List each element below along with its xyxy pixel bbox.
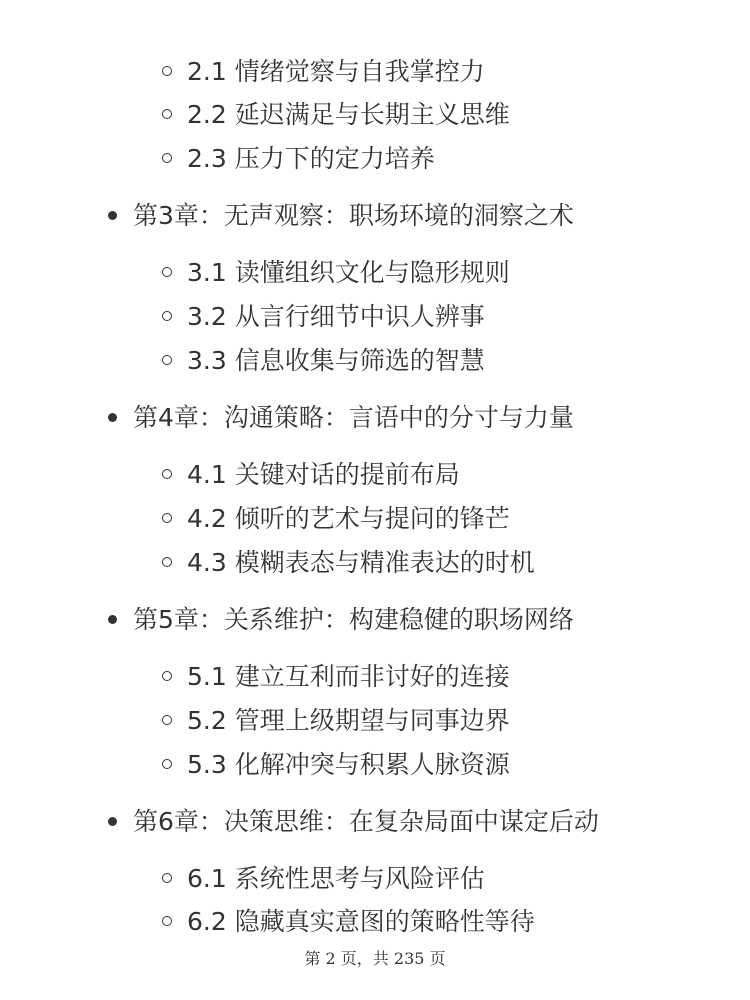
toc-section-item (162, 503, 510, 535)
toc-section-label: 4.2 倾听的艺术与提问的锋芒 (187, 504, 510, 533)
hollow-bullet-icon (162, 355, 172, 365)
hollow-bullet-icon (162, 66, 172, 76)
filled-bullet-icon (108, 817, 117, 826)
hollow-bullet-icon (162, 715, 172, 725)
toc-section-item (162, 459, 460, 491)
toc-section-item (162, 661, 510, 693)
toc-section-item (162, 547, 535, 579)
toc-section-label: 6.1 系统性思考与风险评估 (187, 864, 485, 893)
toc-chapter-item (108, 806, 599, 838)
toc-section-item (162, 99, 510, 131)
filled-bullet-icon (108, 413, 117, 422)
filled-bullet-icon (108, 211, 117, 220)
toc-chapter-label: 第5章：关系维护：构建稳健的职场网络 (133, 605, 574, 634)
toc-section-label: 4.3 模糊表态与精准表达的时机 (187, 548, 535, 577)
toc-section-label: 2.2 延迟满足与长期主义思维 (187, 100, 510, 129)
hollow-bullet-icon (162, 557, 172, 567)
toc-section-item (162, 705, 510, 737)
toc-section-label: 2.1 情绪觉察与自我掌控力 (187, 57, 485, 86)
toc-section-label: 3.2 从言行细节中识人辨事 (187, 302, 485, 331)
hollow-bullet-icon (162, 513, 172, 523)
toc-chapter-label: 第4章：沟通策略：言语中的分寸与力量 (133, 403, 574, 432)
filled-bullet-icon (108, 615, 117, 624)
toc-section-label: 5.1 建立互利而非讨好的连接 (187, 662, 510, 691)
toc-section-item (162, 749, 510, 781)
toc-section-label: 4.1 关键对话的提前布局 (187, 460, 460, 489)
toc-chapter-item (108, 604, 574, 636)
page-number-footer: 第 2 页，共 235 页 (304, 949, 446, 968)
toc-section-label: 3.3 信息收集与筛选的智慧 (187, 346, 485, 375)
toc-chapter-item (108, 402, 574, 434)
toc-section-item (162, 863, 485, 895)
toc-section-item (162, 906, 535, 938)
hollow-bullet-icon (162, 916, 172, 926)
toc-section-item (162, 257, 510, 289)
toc-section-label: 2.3 压力下的定力培养 (187, 144, 435, 173)
toc-section-label: 5.2 管理上级期望与同事边界 (187, 706, 510, 735)
hollow-bullet-icon (162, 267, 172, 277)
hollow-bullet-icon (162, 759, 172, 769)
toc-section-item (162, 143, 435, 175)
toc-section-item (162, 345, 485, 377)
hollow-bullet-icon (162, 153, 172, 163)
toc-section-label: 5.3 化解冲突与积累人脉资源 (187, 750, 510, 779)
hollow-bullet-icon (162, 311, 172, 321)
toc-chapter-label: 第6章：决策思维：在复杂局面中谋定后动 (133, 807, 599, 836)
toc-section-label: 3.1 读懂组织文化与隐形规则 (187, 258, 510, 287)
toc-chapter-item (108, 200, 574, 232)
hollow-bullet-icon (162, 469, 172, 479)
hollow-bullet-icon (162, 109, 172, 119)
toc-chapter-label: 第3章：无声观察：职场环境的洞察之术 (133, 201, 574, 230)
toc-section-label: 6.2 隐藏真实意图的策略性等待 (187, 907, 535, 936)
toc-section-item (162, 56, 485, 88)
hollow-bullet-icon (162, 671, 172, 681)
toc-section-item (162, 301, 485, 333)
hollow-bullet-icon (162, 873, 172, 883)
